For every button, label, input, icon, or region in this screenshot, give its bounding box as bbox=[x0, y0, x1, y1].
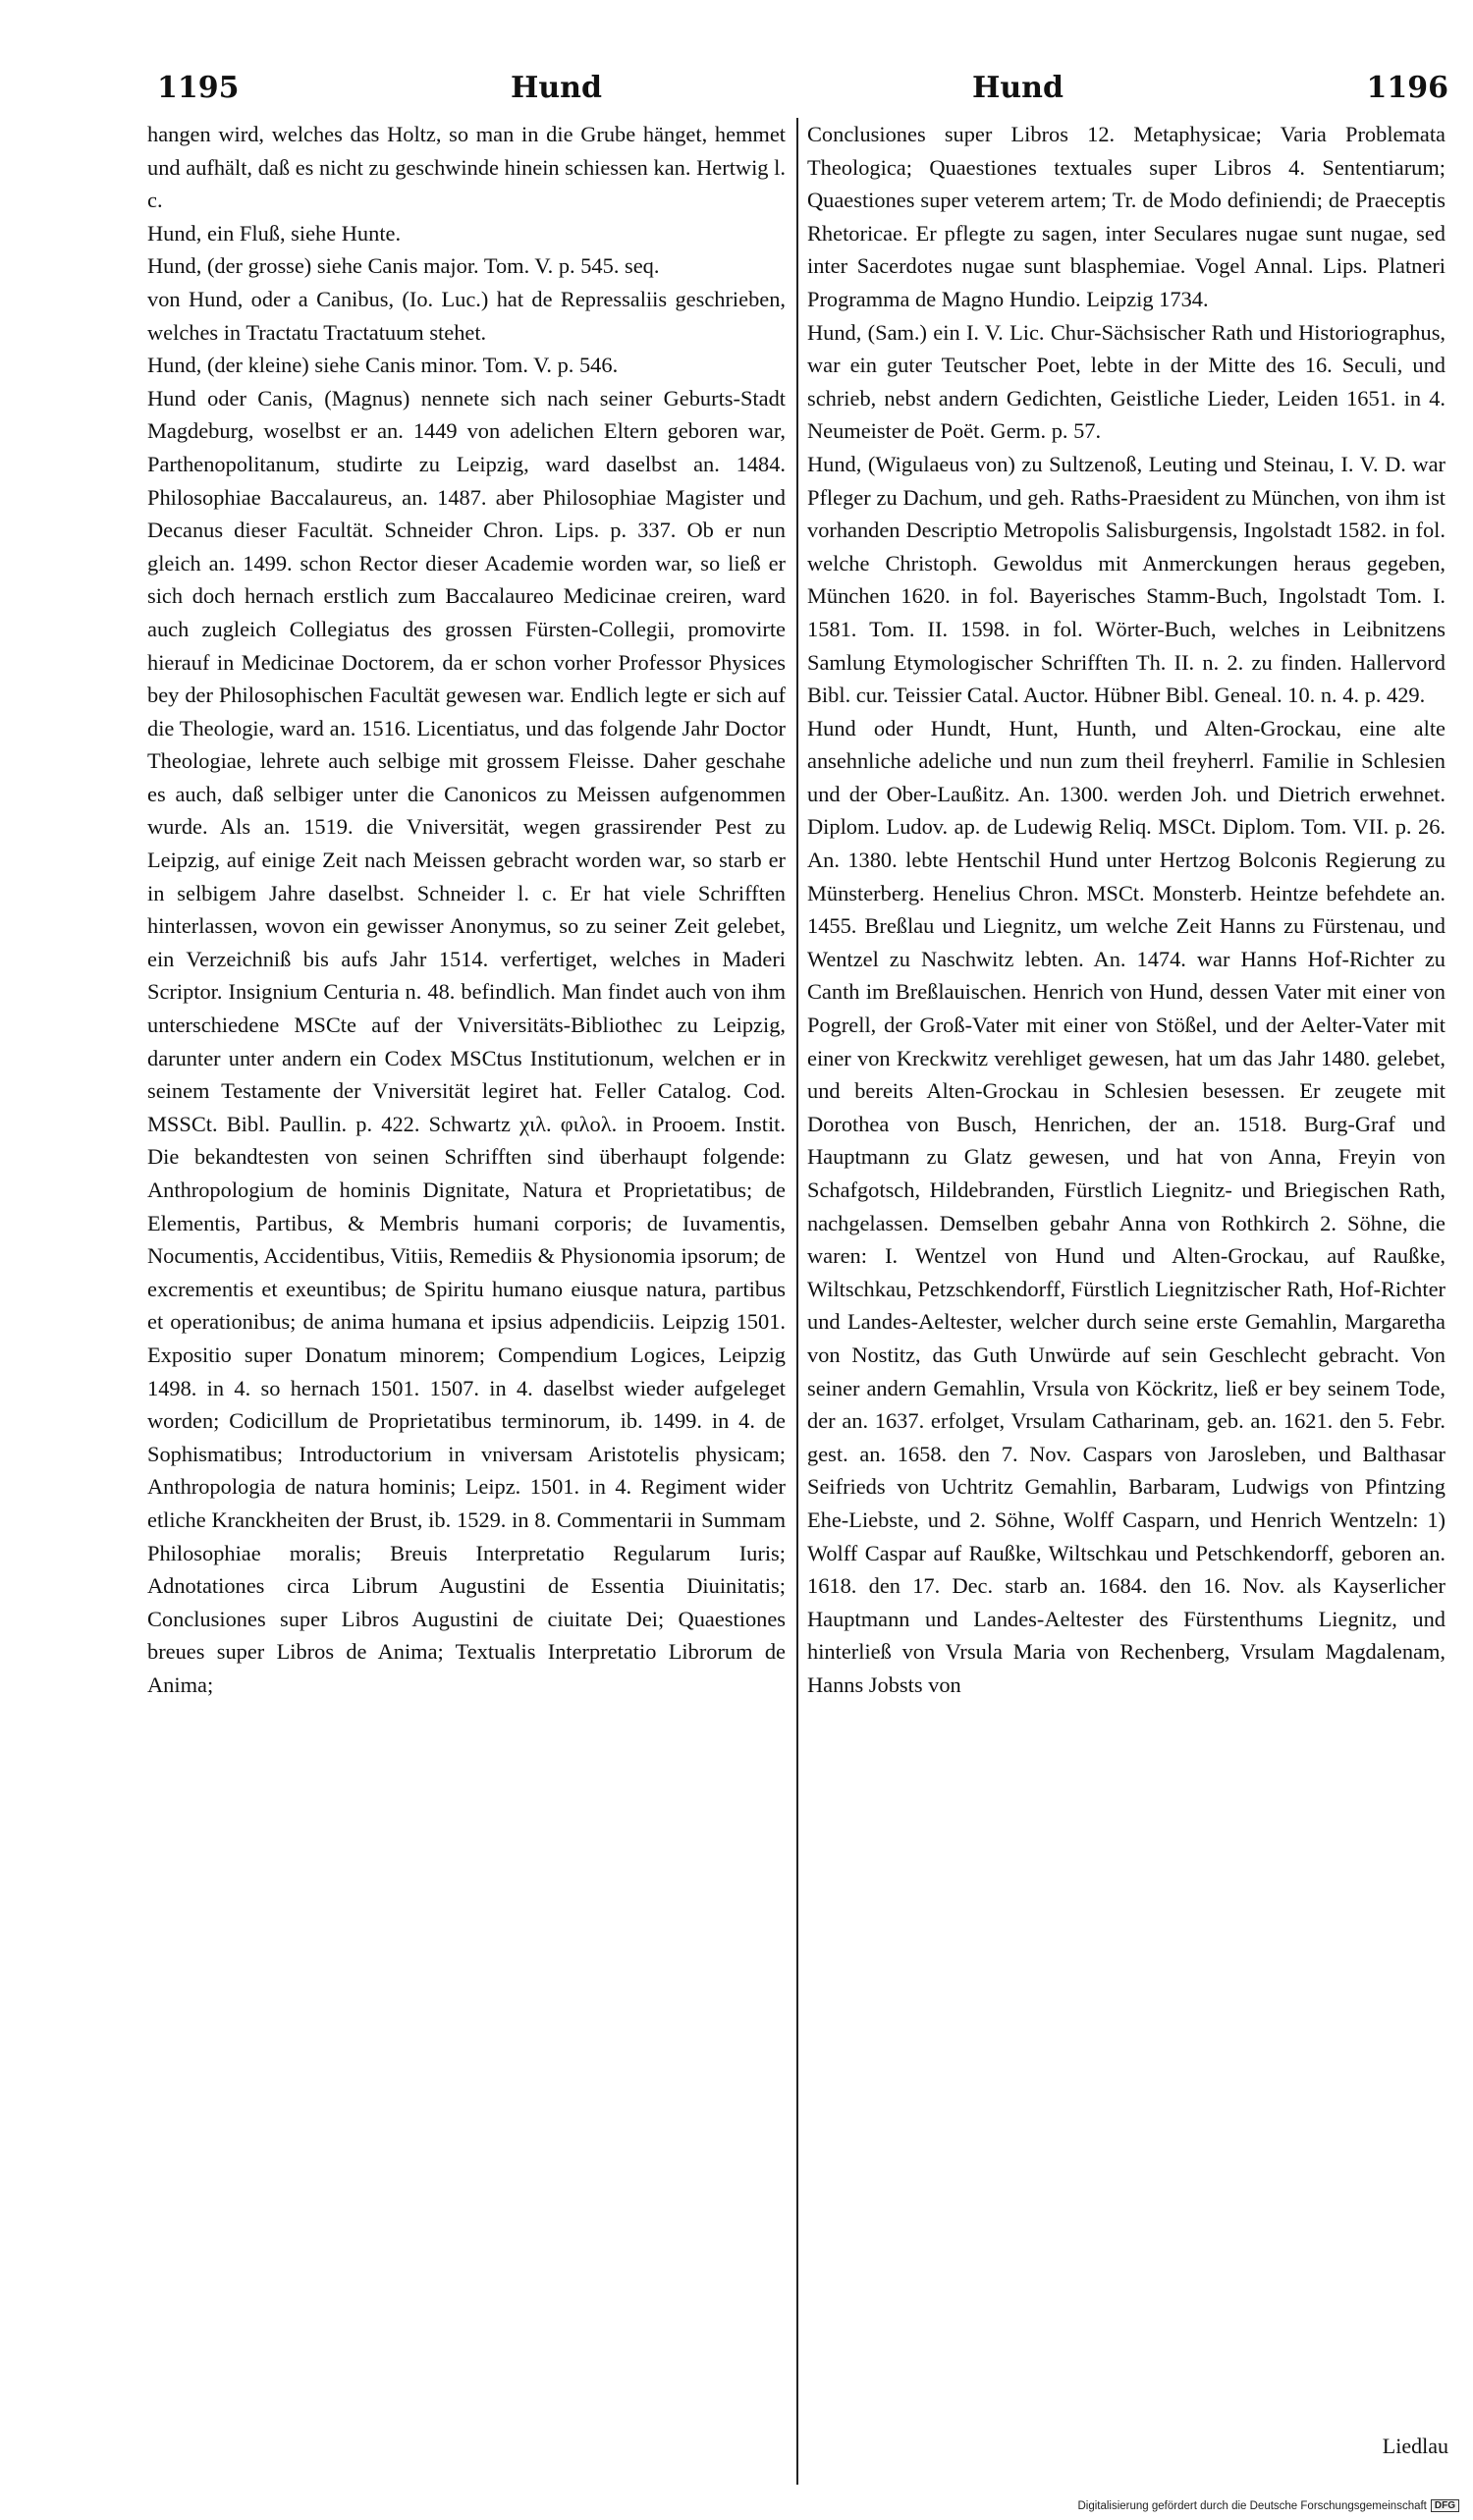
dfg-logo: DFG bbox=[1431, 2499, 1459, 2512]
running-head-left: Hund bbox=[511, 71, 602, 105]
entry-paragraph: von Hund, oder a Canibus, (Io. Luc.) hat de Repressaliis geschrieben, welches in Tractatu Tractatuum stehet. bbox=[147, 286, 786, 345]
entry-paragraph: hangen wird, welches das Holtz, so man in die Grube hänget, hemmet und aufhält, daß es nicht zu geschwinde hinein schiessen kan. Hertwig l. c. bbox=[147, 122, 786, 213]
page-header bbox=[147, 59, 1448, 118]
entry-paragraph: Hund, (Wigulaeus von) zu Sultzenoß, Leuting und Steinau, I. V. D. war Pfleger zu Dachum, und geh. Raths-Praesident zu München, von ihm ist vorhanden Descriptio Metropolis Salisburgensis, Ingolstadt 1582. in fol. welche Christoph. Gewoldus mit Anmerckungen heraus gegeben, München 1620. in fol. Bayerisches Stamm-Buch, Ingolstadt Tom. I. 1581. Tom. II. 1598. in fol. Wörter-Buch, welches in Leibnitzens Samlung Etymologischer Schrifften Th. II. n. 2. zu finden. Hallervord Bibl. cur. Teissier Catal. Auctor. Hübner Bibl. Geneal. 10. n. 4. p. 429. bbox=[807, 451, 1446, 708]
footer-text: Digitalisierung gefördert durch die Deutsche Forschungsgemeinschaft bbox=[1077, 2499, 1427, 2512]
running-head-right: Hund bbox=[972, 71, 1064, 105]
page-number-left: 1195 bbox=[157, 71, 240, 105]
catchword: Liedlau bbox=[1382, 2434, 1448, 2458]
column-divider bbox=[796, 118, 798, 2485]
entry-paragraph: Hund, (Sam.) ein I. V. Lic. Chur-Sächsischer Rath und Historiographus, war ein guter Teutscher Poet, lebte in der Mitte des 16. Seculi, und schrieb, nebst andern Gedichten, Geistliche Lieder, Leiden 1651. in 4. Neumeister de Poët. Germ. p. 57. bbox=[807, 319, 1446, 444]
left-column bbox=[147, 118, 791, 2485]
text-columns bbox=[147, 118, 1448, 2485]
page-number-right: 1196 bbox=[1366, 71, 1448, 105]
entry-paragraph: Hund, ein Fluß, siehe Hunte. bbox=[147, 220, 402, 246]
entry-paragraph: Conclusiones super Libros 12. Metaphysicae; Varia Problemata Theologica; Quaestiones textuales super Libros 4. Sententiarum; Quaestiones super veterem artem; Tr. de Modo definiendi; de Praeceptis Rhetoricae. Er pflegte zu sagen, inter Seculares nugae sunt nugae, sed inter Sacerdotes nugae sunt blasphemiae. Vogel Annal. Lips. Platneri Programma de Magno Hundio. Leipzig 1734. bbox=[807, 122, 1446, 311]
book-page bbox=[147, 59, 1448, 2485]
entry-paragraph: Hund, (der kleine) siehe Canis minor. Tom. V. p. 546. bbox=[147, 353, 619, 378]
entry-paragraph: Hund oder Hundt, Hunt, Hunth, und Alten-Grockau, eine alte ansehnliche adeliche und nun zum theil freyherrl. Familie in Schlesien und der Ober-Laußitz. An. 1300. werden Joh. und Dietrich erwehnet. Diplom. Ludov. ap. de Ludewig Reliq. MSCt. Diplom. Tom. VII. p. 26. An. 1380. lebte Hentschil Hund unter Hertzog Bolconis Regierung zu Münsterberg. Henelius Chron. MSCt. Monsterb. Heintze befehdete an. 1455. Breßlau und Liegnitz, um welche Zeit Hanns zu Fürstenau, und Wentzel zu Naschwitz lebten. An. 1474. war Hanns Hof-Richter zu Canth im Breßlauischen. Henrich von Hund, dessen Vater mit einer von Pogrell, der Groß-Vater mit einer von Stößel, und der Aelter-Vater mit einer von Kreckwitz verehliget gewesen, hat um das Jahr 1480. gelebet, und bereits Alten-Grockau in Schlesien besessen. Er zeugete mit Dorothea von Busch, Henrichen, der an. 1518. Burg-Graf und Hauptmann zu Glatz gewesen, und hat von Anna, Freyin von Schafgotsch, Hildebranden, Fürstlich Liegnitz- und Briegischen Rath, nachgelassen. Demselben gebahr Anna von Rothkirch 2. Söhne, die waren: I. Wentzel von Hund und Alten-Grockau, auf Raußke, Wiltschkau, Petzschkendorff, Fürstlich Liegnitzischer Rath, Hof-Richter und Landes-Aeltester, welcher durch seine erste Gemahlin, Margaretha von Nostitz, das Guth Unwürde auf sein Geschlecht gebracht. Von seiner andern Gemahlin, Vrsula von Köckritz, ließ er bey seinem Tode, der an. 1637. erfolget, Vrsulam Catharinam, geb. an. 1621. den 5. Febr. gest. an. 1658. den 7. Nov. Caspars von Jarosleben, und Balthasar Seifrieds von Uchtritz Gemahlin, Barbaram, Ludwigs von Pfintzing Ehe-Liebste, und 2. Söhne, Wolff Casparn, und Henrich Wentzeln: 1) Wolff Caspar auf Raußke, Wiltschkau und Petschkendorff, geboren an. 1618. den 17. Dec. starb an. 1684. den 16. Nov. als Kayserlicher Hauptmann und Landes-Aeltester des Fürstenthums Liegnitz, und hinterließ von Vrsula Maria von Rechenberg, Vrsulam Magdalenam, Hanns Jobsts von bbox=[807, 715, 1446, 1697]
right-column bbox=[803, 118, 1446, 2485]
entry-paragraph: Hund oder Canis, (Magnus) nennete sich nach seiner Geburts-Stadt Magdeburg, woselbst er an. 1449 von adelichen Eltern geboren war, Parthenopolitanum, studirte zu Leipzig, ward daselbst an. 1484. Philosophiae Baccalaureus, an. 1487. aber Philosophiae Magister und Decanus dieser Facultät. Schneider Chron. Lips. p. 337. Ob er nun gleich an. 1499. schon Rector dieser Academie worden war, so ließ er sich doch hernach erstlich zum Baccalaureo Medicinae creiren, ward auch zugleich Collegiatus des grossen Fürsten-Collegii, promovirte hierauf in Medicinae Doctorem, da er schon vorher Professor Physices bey der Philosophischen Facultät gewesen war. Endlich legte er sich auf die Theologie, ward an. 1516. Licentiatus, und das folgende Jahr Doctor Theologiae, lehrete auch selbige mit grossem Fleisse. Daher geschahe es auch, daß selbiger unter die Canonicos zu Meissen aufgenommen wurde. Als an. 1519. die Vniversität, wegen grassirender Pest zu Leipzig, auf einige Zeit nach Meissen gebracht worden war, so starb er in selbigem Jahre daselbst. Schneider l. c. Er hat viele Schrifften hinterlassen, wovon ein gewisser Anonymus, so zu seiner Zeit gelebet, ein Verzeichniß bis aufs Jahr 1514. verfertiget, welches in Maderi Scriptor. Insignium Centuria n. 48. befindlich. Man findet auch von ihm unterschiedene MSCte auf der Vniversitäts-Bibliothec zu Leipzig, darunter unter andern ein Codex MSCtus Institutionum, welchen er in seinem Testamente der Vniversität legiret hat. Feller Catalog. Cod. MSSCt. Bibl. Paullin. p. 422. Schwartz χιλ. φιλολ. in Prooem. Instit. Die bekandtesten von seinen Schrifften sind überhaupt folgende: Anthropologium de hominis Dignitate, Natura et Proprietatibus; de Elementis, Partibus, & Membris humani corporis; de Iuvamentis, Nocumentis, Accidentibus, Vitiis, Remediis & Physionomia ipsorum; de excrementis et exeuntibus; de Spiritu humano eiusque natura, partibus et operationibus; de anima humana et ipsius adpendiciis. Leipzig 1501. Expositio super Donatum minorem; Compendium Logices, Leipzig 1498. in 4. so hernach 1501. 1507. in 4. daselbst wieder aufgeleget worden; Codicillum de Proprietatibus terminorum, ib. 1499. in 4. de Sophismatibus; Introductorium in vniversam Aristotelis physicam; Anthropologia de natura hominis; Leipz. 1501. in 4. Regiment wider etliche Kranckheiten der Brust, ib. 1529. in 8. Commentarii in Summam Philosophiae moralis; Breuis Interpretatio Regularum Iuris; Adnotationes circa Librum Augustini de Essentia Diuinitatis; Conclusiones super Libros Augustini de ciuitate Dei; Quaestiones breues super Libros de Anima; Textualis Interpretatio Librorum de Anima; bbox=[147, 385, 786, 1697]
entry-paragraph: Hund, (der grosse) siehe Canis major. Tom. V. p. 545. seq. bbox=[147, 253, 660, 279]
digitization-footer bbox=[1077, 2499, 1459, 2512]
